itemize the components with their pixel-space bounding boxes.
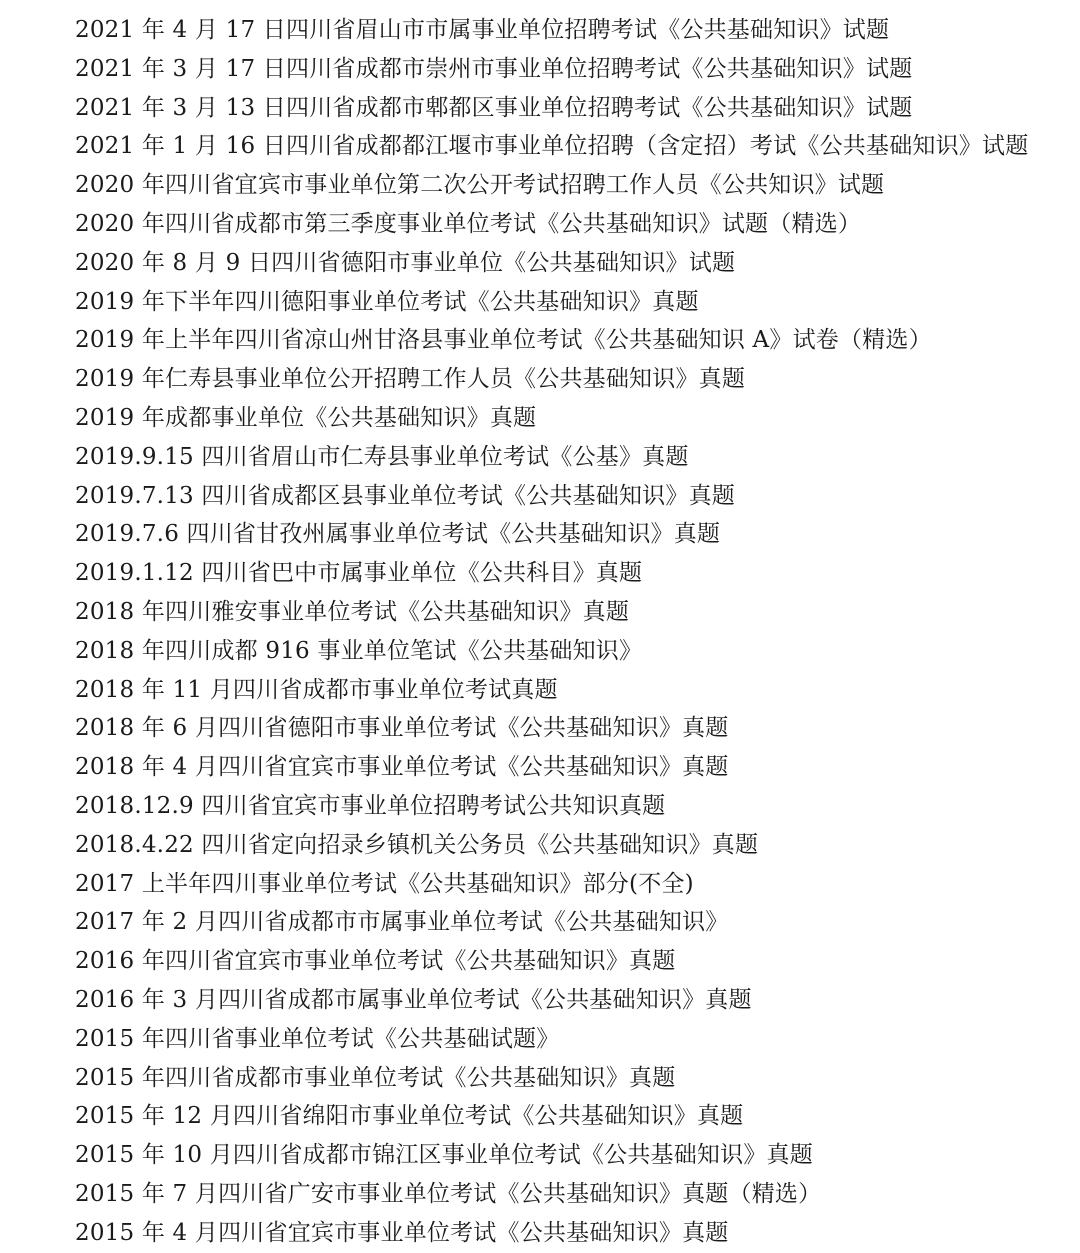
list-item: 2015 年 10 月四川省成都市锦江区事业单位考试《公共基础知识》真题: [75, 1142, 813, 1169]
list-item: 2021 年 3 月 17 日四川省成都市崇州市事业单位招聘考试《公共基础知识》试题: [75, 55, 913, 82]
list-item: 2016 年 3 月四川省成都市属事业单位考试《公共基础知识》真题: [75, 986, 752, 1013]
list-item: 2017 年 2 月四川省成都市市属事业单位考试《公共基础知识》: [75, 909, 729, 936]
list-item: 2019.1.12 四川省巴中市属事业单位《公共科目》真题: [75, 560, 643, 587]
list-item: 2018 年四川雅安事业单位考试《公共基础知识》真题: [75, 598, 630, 625]
list-item: 2015 年 7 月四川省广安市事业单位考试《公共基础知识》真题（精选）: [75, 1180, 822, 1207]
list-item: 2020 年 8 月 9 日四川省德阳市事业单位《公共基础知识》试题: [75, 249, 736, 276]
list-item: 2019 年下半年四川德阳事业单位考试《公共基础知识》真题: [75, 288, 699, 315]
list-item: 2019.7.6 四川省甘孜州属事业单位考试《公共基础知识》真题: [75, 521, 721, 548]
list-item: 2019.9.15 四川省眉山市仁寿县事业单位考试《公基》真题: [75, 443, 689, 470]
list-item: 2018 年 4 月四川省宜宾市事业单位考试《公共基础知识》真题: [75, 754, 729, 781]
list-item: 2019 年仁寿县事业单位公开招聘工作人员《公共基础知识》真题: [75, 366, 746, 393]
list-item: 2018.4.22 四川省定向招录乡镇机关公务员《公共基础知识》真题: [75, 831, 759, 858]
list-item: 2015 年 4 月四川省宜宾市事业单位考试《公共基础知识》真题: [75, 1219, 729, 1246]
list-item: 2021 年 4 月 17 日四川省眉山市市属事业单位招聘考试《公共基础知识》试题: [75, 17, 890, 43]
list-item: 2016 年四川省宜宾市事业单位考试《公共基础知识》真题: [75, 948, 676, 975]
list-item: 2018 年 6 月四川省德阳市事业单位考试《公共基础知识》真题: [75, 715, 729, 742]
list-item: 2020 年四川省宜宾市事业单位第二次公开考试招聘工作人员《公共知识》试题: [75, 172, 885, 199]
list-item: 2018 年四川成都 916 事业单位笔试《公共基础知识》: [75, 637, 643, 664]
list-item: 2021 年 3 月 13 日四川省成都市郫都区事业单位招聘考试《公共基础知识》试题: [75, 94, 913, 121]
list-item: 2021 年 1 月 16 日四川省成都都江堰市事业单位招聘（含定招）考试《公共基础知识》试题: [75, 133, 1029, 160]
list-item: 2020 年四川省成都市第三季度事业单位考试《公共基础知识》试题（精选）: [75, 210, 862, 237]
list-item: 2019 年成都事业单位《公共基础知识》真题: [75, 404, 537, 431]
list-item: 2018.12.9 四川省宜宾市事业单位招聘考试公共知识真题: [75, 792, 666, 819]
list-item: 2018 年 11 月四川省成都市事业单位考试真题: [75, 676, 558, 703]
list-item: 2017 上半年四川事业单位考试《公共基础知识》部分(不全): [75, 870, 694, 897]
list-item: 2015 年四川省成都市事业单位考试《公共基础知识》真题: [75, 1064, 676, 1091]
list-item: 2019.7.13 四川省成都区县事业单位考试《公共基础知识》真题: [75, 482, 735, 509]
exam-title-list: [75, 11, 1065, 1253]
list-item: 2015 年 12 月四川省绵阳市事业单位考试《公共基础知识》真题: [75, 1103, 744, 1130]
list-item: 2019 年上半年四川省凉山州甘洛县事业单位考试《公共基础知识 A》试卷（精选）: [75, 327, 932, 354]
list-item: 2015 年四川省事业单位考试《公共基础试题》: [75, 1025, 560, 1052]
